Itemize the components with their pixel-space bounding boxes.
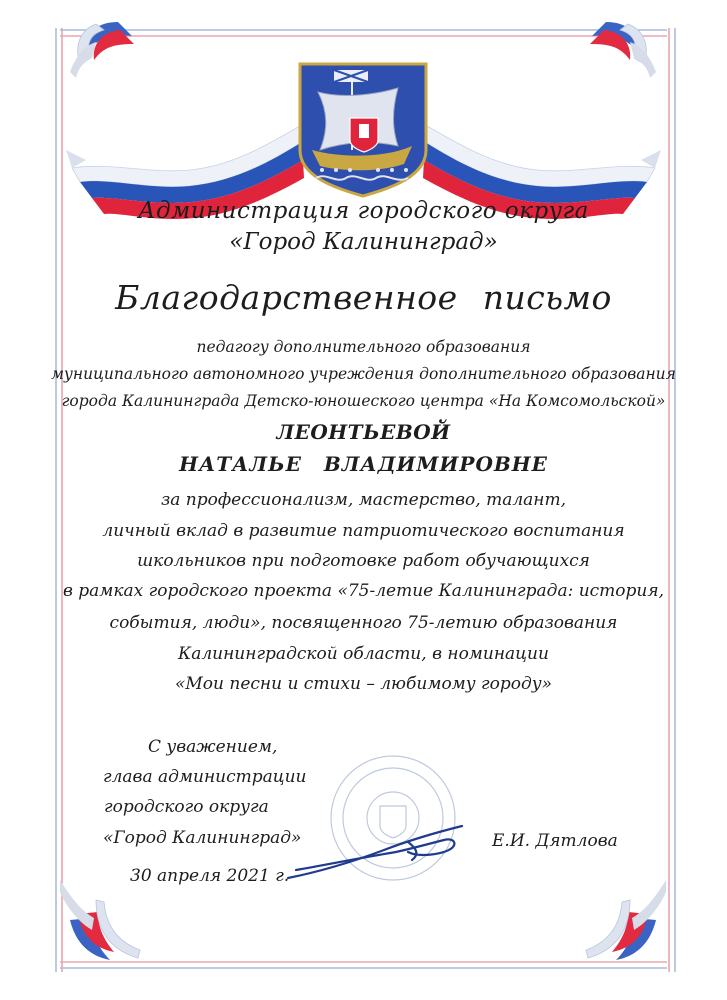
reason-line: события, люди», посвященного 75-летию образования [109,613,618,633]
recipient-surname: ЛЕОНТЬЕВОЙ [276,420,451,444]
recipient-given-names: НАТАЛЬЕ ВЛАДИМИРОВНЕ [179,452,548,476]
reason-line: школьников при подготовке работ обучающихся [137,551,590,571]
reason-line: Калининградской области, в номинации [178,644,549,664]
signature-icon [288,826,462,878]
issue-date: 30 апреля 2021 г. [130,866,290,886]
reason-line: за профессионализм, мастерство, талант, [160,490,567,510]
reason-line: «Мои песни и стихи – любимому городу» [174,674,553,694]
coat-of-arms-icon [300,64,426,196]
reason-line: личный вклад в развитие патриотического воспитания [102,521,625,541]
issuer-line-1: Администрация городского округа [138,198,589,224]
signature-regards: С уважением, [148,737,278,757]
recipient-position-line-3: города Калининграда Детско-юношеского центра «На Комсомольской» [61,392,666,410]
certificate-title: Благодарственное письмо [115,278,612,317]
signer-name: Е.И. Дятлова [492,831,618,851]
recipient-position-line-1: педагогу дополнительного образования [196,338,531,356]
signer-position-line-1: глава администрации [103,767,307,787]
issuer-line-2: «Город Калининград» [229,229,498,255]
reason-line: в рамках городского проекта «75-летие Калининграда: история, [62,581,665,601]
corner-ribbon-bottom-right [586,880,666,960]
corner-ribbon-bottom-left [60,880,140,960]
signer-position-line-2: городского округа [104,797,269,817]
signer-position-line-3: «Город Калининград» [103,828,302,848]
recipient-position-line-2: муниципального автономного учреждения дополнительного образования [51,365,676,383]
